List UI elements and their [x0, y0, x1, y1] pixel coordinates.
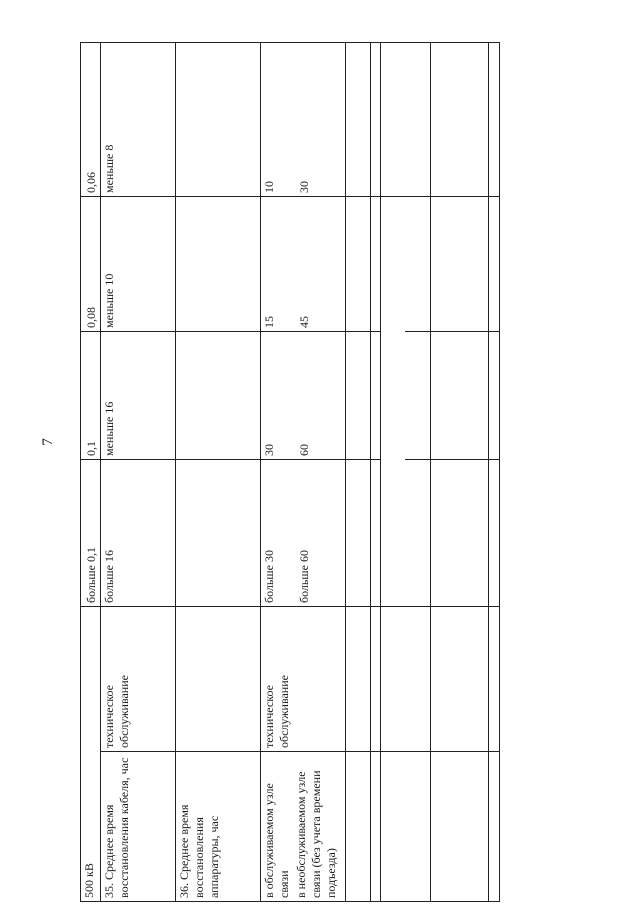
row35-v2: меньше 16 [102, 401, 116, 456]
row36-v4a: 10 [262, 181, 276, 193]
row-line [488, 42, 489, 902]
row35-v4: меньше 8 [102, 144, 116, 193]
row36-v2b: 60 [297, 444, 311, 456]
row35-name: 35. Среднее время восстановления кабеля, час [102, 757, 131, 898]
row36-v2a: 30 [262, 444, 276, 456]
row36-v3b: 45 [297, 316, 311, 328]
row-line [370, 42, 371, 902]
header-0-08: 0,08 [84, 307, 98, 328]
col-line [80, 196, 500, 197]
row36-v1a: больше 30 [262, 550, 276, 603]
row36-method: техническое обслуживание [262, 675, 291, 748]
header-0-1: 0,1 [84, 441, 98, 456]
row36-v4b: 30 [297, 181, 311, 193]
row36-name: 36. Среднее время восстановления аппаратуры, час [177, 804, 221, 898]
col-line [405, 331, 500, 332]
row35-method: техническое обслуживание [102, 675, 131, 748]
document-table-wrapper [80, 42, 500, 902]
page-number: 7 [40, 438, 56, 446]
row35-v1: больше 16 [102, 550, 116, 603]
row-line [430, 42, 431, 902]
row-line [345, 42, 346, 902]
document-table [80, 42, 500, 902]
row36-sub2: в необслуживаемом узле связи (без учета времени подъезда) [294, 770, 338, 898]
header-0-06: 0,06 [84, 172, 98, 193]
col-line [405, 459, 500, 460]
row35-v3: меньше 10 [102, 273, 116, 328]
row-line [380, 42, 381, 902]
header-voltage: 500 кВ [82, 863, 96, 898]
header-gt-0-1: больше 0,1 [84, 547, 98, 603]
row36-sub1: в обслуживаемом узле связи [262, 783, 291, 898]
row36-v1b: больше 60 [297, 550, 311, 603]
col-line [80, 331, 380, 332]
row36-v3a: 15 [262, 316, 276, 328]
col-line [80, 459, 380, 460]
